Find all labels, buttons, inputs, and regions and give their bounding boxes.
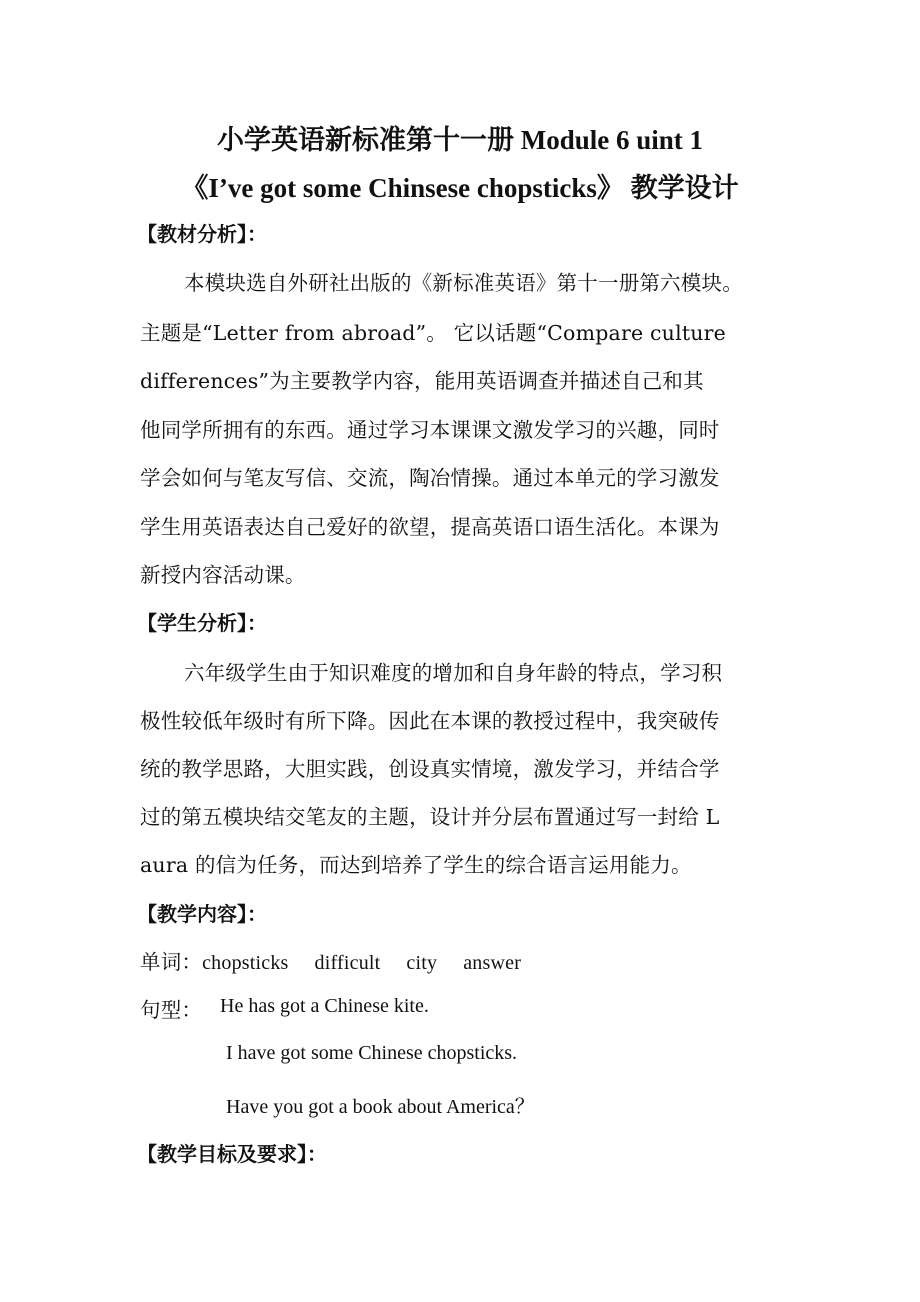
section-heading-teaching-goals: 【教学目标及要求】： (137, 1142, 327, 1166)
paragraph-line: 主题是“Letter from abroad”。 它以话题“Compare culture (140, 321, 727, 345)
document-title-line-1: 小学英语新标准第十一册 Module 6 uint 1 (216, 125, 704, 155)
vocabulary-label: 单词： (140, 950, 203, 974)
paragraph-line: 六年级学生由于知识难度的增加和自身年龄的特点，学习积 (184, 661, 723, 685)
paragraph-line: 极性较低年级时有所下降。因此在本课的教授过程中，我突破传 (140, 709, 720, 733)
sentence-pattern: He has got a Chinese kite. (220, 995, 429, 1017)
sentence-pattern: I have got some Chinese chopsticks. (226, 1042, 518, 1064)
paragraph-line: 学会如何与笔友写信、交流，陶冶情操。通过本单元的学习激发 (140, 466, 720, 490)
vocabulary-word: answer (463, 952, 522, 974)
sentence-pattern-label: 句型： (140, 998, 203, 1022)
vocabulary-word: difficult (314, 952, 381, 974)
vocabulary-word: city (406, 952, 438, 974)
section-heading-textbook-analysis: 【教材分析】： (137, 222, 267, 246)
paragraph-line: differences”为主要教学内容，能用英语调查并描述自己和其 (140, 369, 704, 393)
paragraph-line: 新授内容活动课。 (140, 563, 306, 587)
section-heading-student-analysis: 【学生分析】： (137, 611, 267, 635)
document-title-line-2: 《I’ve got some Chinsese chopsticks》 教学设计 (181, 173, 739, 203)
paragraph-line: 统的教学思路，大胆实践，创设真实情境，激发学习，并结合学 (140, 757, 720, 781)
paragraph-line: 过的第五模块结交笔友的主题，设计并分层布置通过写一封给 L (140, 805, 720, 829)
vocabulary-word: chopsticks (202, 952, 289, 974)
sentence-pattern: Have you got a book about America？ (226, 1096, 535, 1118)
paragraph-line: 他同学所拥有的东西。通过学习本课课文激发学习的兴趣，同时 (140, 418, 720, 442)
paragraph-line: 学生用英语表达自己爱好的欲望，提高英语口语生活化。本课为 (140, 515, 720, 539)
paragraph-line: aura 的信为任务，而达到培养了学生的综合语言运用能力。 (140, 853, 692, 877)
paragraph-line: 本模块选自外研社出版的《新标准英语》第十一册第六模块。 (184, 271, 743, 295)
section-heading-teaching-content: 【教学内容】： (137, 902, 267, 926)
vocabulary-line (140, 945, 521, 975)
